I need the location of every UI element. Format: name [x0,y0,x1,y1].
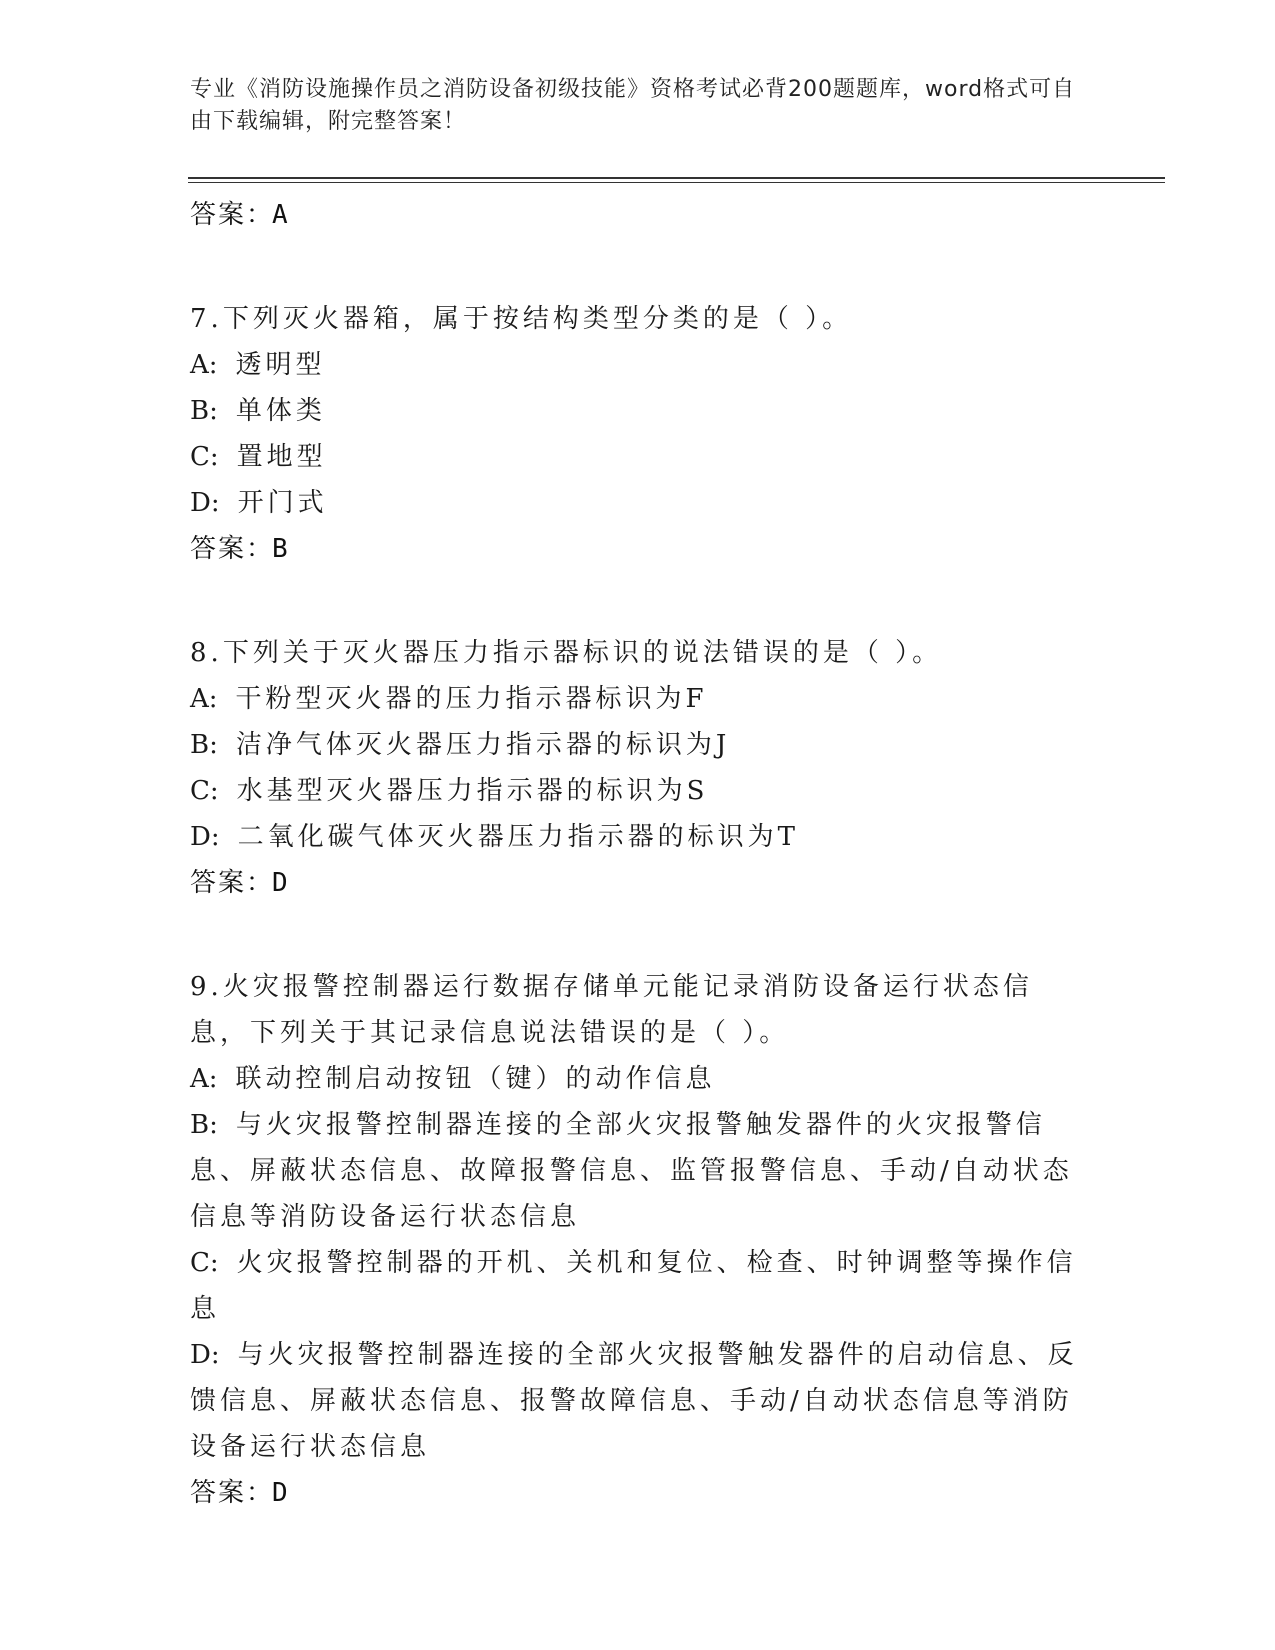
question-number: 9. [190,972,223,1002]
answer-label: 答案 [190,200,247,230]
question-number: 8. [190,638,223,668]
header-rule-thin [188,182,1165,183]
option-a [190,342,1090,388]
question-8 [190,630,1090,906]
option-text: 透明型 [235,350,326,380]
option-separator: : [210,488,224,518]
option-key: C [190,776,210,806]
option-separator: : [210,1340,224,1370]
question-9 [190,964,1090,1516]
question-stem [190,964,1090,1056]
question-answer [190,526,1090,572]
option-separator: : [209,1110,222,1140]
answer-colon: ： [246,200,273,230]
answer-label: 答案 [190,868,247,898]
option-d [190,814,1090,860]
option-separator: : [209,730,222,760]
answer-value: D [272,1478,288,1508]
option-b [190,1102,1090,1240]
option-separator: : [208,350,222,380]
option-separator: : [209,1248,223,1278]
answer-colon: ： [246,1478,273,1508]
option-text: 二氧化碳气体灭火器压力指示器的标识为T [237,822,799,852]
option-c [190,434,1090,480]
option-separator: : [209,442,223,472]
question-number: 7. [190,304,223,334]
option-text: 联动控制启动按钮（键）的动作信息 [235,1064,716,1094]
option-key: B [190,1110,210,1140]
option-c [190,768,1090,814]
option-separator: : [209,776,223,806]
option-key: D [190,822,211,852]
answer-label: 答案 [190,1478,247,1508]
option-text: 置地型 [236,442,327,472]
option-key: A [190,1064,209,1094]
option-b [190,388,1090,434]
questions-content [190,188,1090,1516]
option-text: 干粉型灭火器的压力指示器标识为F [235,684,708,714]
option-c [190,1240,1090,1332]
answer-value: D [272,868,288,898]
question-text: 下列关于灭火器压力指示器标识的说法错误的是（ ）。 [222,638,943,668]
option-key: D [190,488,211,518]
question-text: 火灾报警控制器运行数据存储单元能记录消防设备运行状态信息，下列关于其记录信息说法错误的是（ ）。 [190,972,1033,1048]
option-a [190,676,1090,722]
question-7 [190,296,1090,572]
answer-colon: ： [246,868,273,898]
option-key: A [190,684,209,714]
option-text: 洁净气体灭火器压力指示器的标识为J [235,730,731,760]
option-text: 与火灾报警控制器连接的全部火灾报警触发器件的启动信息、反馈信息、屏蔽状态信息、报警故障信息、手动/自动状态信息等消防设备运行状态信息 [190,1340,1078,1462]
option-d [190,1332,1090,1470]
option-text: 单体类 [235,396,326,426]
option-separator: : [210,822,224,852]
header-rule-thick [188,177,1165,179]
option-d [190,480,1090,526]
option-separator: : [208,1064,222,1094]
answer-value: A [272,200,288,230]
question-stem [190,630,1090,676]
option-key: C [190,442,210,472]
answer-label: 答案 [190,534,247,564]
question-answer [190,860,1090,906]
option-key: B [190,396,210,426]
option-text: 火灾报警控制器的开机、关机和复位、检查、时钟调整等操作信息 [190,1248,1077,1324]
page-header: 专业《消防设施操作员之消防设备初级技能》资格考试必背200题题库，word格式可自由下载编辑，附完整答案！ [190,77,1076,134]
option-text: 与火灾报警控制器连接的全部火灾报警触发器件的火灾报警信息、屏蔽状态信息、故障报警信息、监管报警信息、手动/自动状态信息等消防设备运行状态信息 [190,1110,1073,1232]
option-b [190,722,1090,768]
question-text: 下列灭火器箱，属于按结构类型分类的是（ ）。 [222,304,853,334]
leading-answer [190,192,1090,238]
option-key: A [190,350,209,380]
option-text: 开门式 [237,488,328,518]
answer-colon: ： [246,534,273,564]
option-key: C [190,1248,210,1278]
question-stem [190,296,1090,342]
option-a [190,1056,1090,1102]
question-answer [190,1470,1090,1516]
option-separator: : [209,396,222,426]
option-key: B [190,730,210,760]
answer-value: B [272,534,288,564]
option-separator: : [208,684,222,714]
option-text: 水基型灭火器压力指示器的标识为S [236,776,709,806]
option-key: D [190,1340,211,1370]
